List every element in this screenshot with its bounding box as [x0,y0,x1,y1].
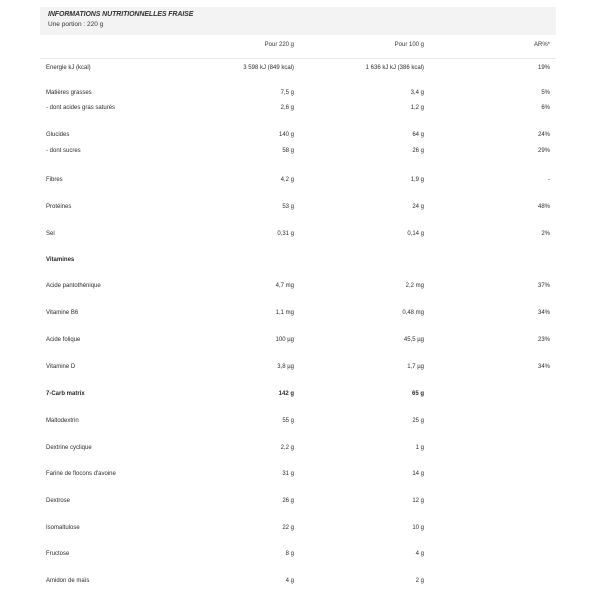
table-row [40,105,556,117]
row-value-220: 0,31 g [277,231,294,237]
table-row [40,578,556,590]
row-value-220: 140 g [278,132,294,138]
row-value-100: 2 g [415,578,424,584]
row-value-ar: 24% [537,132,550,138]
row-value-220: 4,2 g [280,177,294,183]
row-value-100: 1,9 g [410,177,424,183]
row-value-220: 53 g [282,204,294,210]
row-value-ar: 23% [537,337,550,343]
row-label: Dextrose [46,498,71,504]
table-row [40,471,556,483]
row-value-220: 8 g [285,551,294,557]
table-row [40,551,556,563]
row-value-220: 142 g [278,391,294,397]
table-row-section [40,257,556,269]
table-row [40,498,556,510]
portion-size: Une portion : 220 g [48,21,104,28]
row-value-100: 4 g [415,551,424,557]
row-value-220: 58 g [282,148,294,154]
table-row [40,148,556,160]
row-value-220: 2,2 g [280,445,294,451]
table-row [40,418,556,430]
row-value-100: 65 g [411,391,424,397]
row-label: Glucides [46,132,70,138]
row-value-220: 55 g [282,418,294,424]
row-value-100: 12 g [412,498,424,504]
row-value-100: 64 g [412,132,424,138]
table-row [40,283,556,295]
row-value-ar: 5% [541,90,550,96]
row-label: Isomaltulose [46,525,80,531]
row-value-ar: - [548,177,550,183]
row-value-220: 1,1 mg [275,310,294,316]
row-value-ar: 37% [537,283,550,289]
table-row [40,310,556,322]
row-value-100: 14 g [412,471,424,477]
row-label: Amidon de maïs [46,578,90,584]
row-label: Acide pantothénique [46,283,101,289]
row-value-100: 25 g [412,418,424,424]
table-row [40,177,556,189]
row-label: Dextrine cyclique [46,445,92,451]
row-label: - dont acides gras saturés [46,105,116,111]
row-label: Vitamine B6 [46,310,79,316]
table-row [40,90,556,102]
row-value-220: 31 g [282,471,294,477]
row-value-100: 1,2 g [410,105,424,111]
row-label: Farine de flocons d'avoine [46,471,116,477]
row-value-220: 22 g [282,525,294,531]
row-value-100: 2,2 mg [405,283,424,289]
row-value-220: 7,5 g [280,90,294,96]
row-value-220: 4 g [285,578,294,584]
row-value-ar: 19% [537,65,550,71]
column-header-per-100: Pour 100 g [394,42,424,48]
row-value-ar: 48% [537,204,550,210]
row-value-100: 24 g [412,204,424,210]
row-value-100: 1,7 µg [407,364,424,370]
row-value-220: 26 g [282,498,294,504]
row-value-220: 3 598 kJ (849 kcal) [243,65,294,71]
row-value-100: 0,14 g [407,231,424,237]
column-header-per-220: Pour 220 g [264,42,294,48]
row-value-220: 2,6 g [280,105,294,111]
row-label: Vitamine D [46,364,76,370]
row-value-ar: 6% [541,105,550,111]
row-label: Matières grasses [46,90,92,96]
row-label: Acide folique [46,337,81,343]
column-header-ar: AR%* [533,42,550,48]
table-row [40,231,556,243]
row-value-100: 45,5 µg [403,337,424,343]
row-value-ar: 34% [537,364,550,370]
header-divider [40,58,556,59]
row-label: Protéines [46,204,72,210]
row-value-ar: 29% [537,148,550,154]
row-value-100: 1 636 kJ kJ (386 kcal) [365,65,424,71]
section-label: 7-Carb matrix [46,391,85,397]
row-value-220: 3,8 µg [277,364,294,370]
row-value-100: 10 g [412,525,424,531]
table-title: INFORMATIONS NUTRITIONNELLES FRAISE [48,11,194,18]
row-value-220: 100 µg [275,337,294,343]
table-row-section [40,391,556,403]
table-row [40,337,556,349]
table-row [40,445,556,457]
table-row [40,364,556,376]
row-value-ar: 34% [537,310,550,316]
column-header-row [40,42,556,54]
row-label: Fructose [46,551,70,557]
row-label: Maltodextrin [46,418,79,424]
row-value-ar: 2% [541,231,550,237]
row-value-100: 3,4 g [410,90,424,96]
table-row [40,525,556,537]
row-value-100: 0,48 mg [402,310,424,316]
row-label: - dont sucres [46,148,81,154]
row-label: Sel [46,231,55,237]
row-value-100: 26 g [412,148,424,154]
table-row [40,132,556,144]
row-label: Energie kJ (kcal) [46,65,91,71]
table-row [40,204,556,216]
section-label: Vitamines [46,257,75,263]
row-label: Fibres [46,177,63,183]
table-row [40,65,556,77]
row-value-100: 1 g [415,445,424,451]
row-value-220: 4,7 mg [275,283,294,289]
table-header-band [40,7,556,35]
